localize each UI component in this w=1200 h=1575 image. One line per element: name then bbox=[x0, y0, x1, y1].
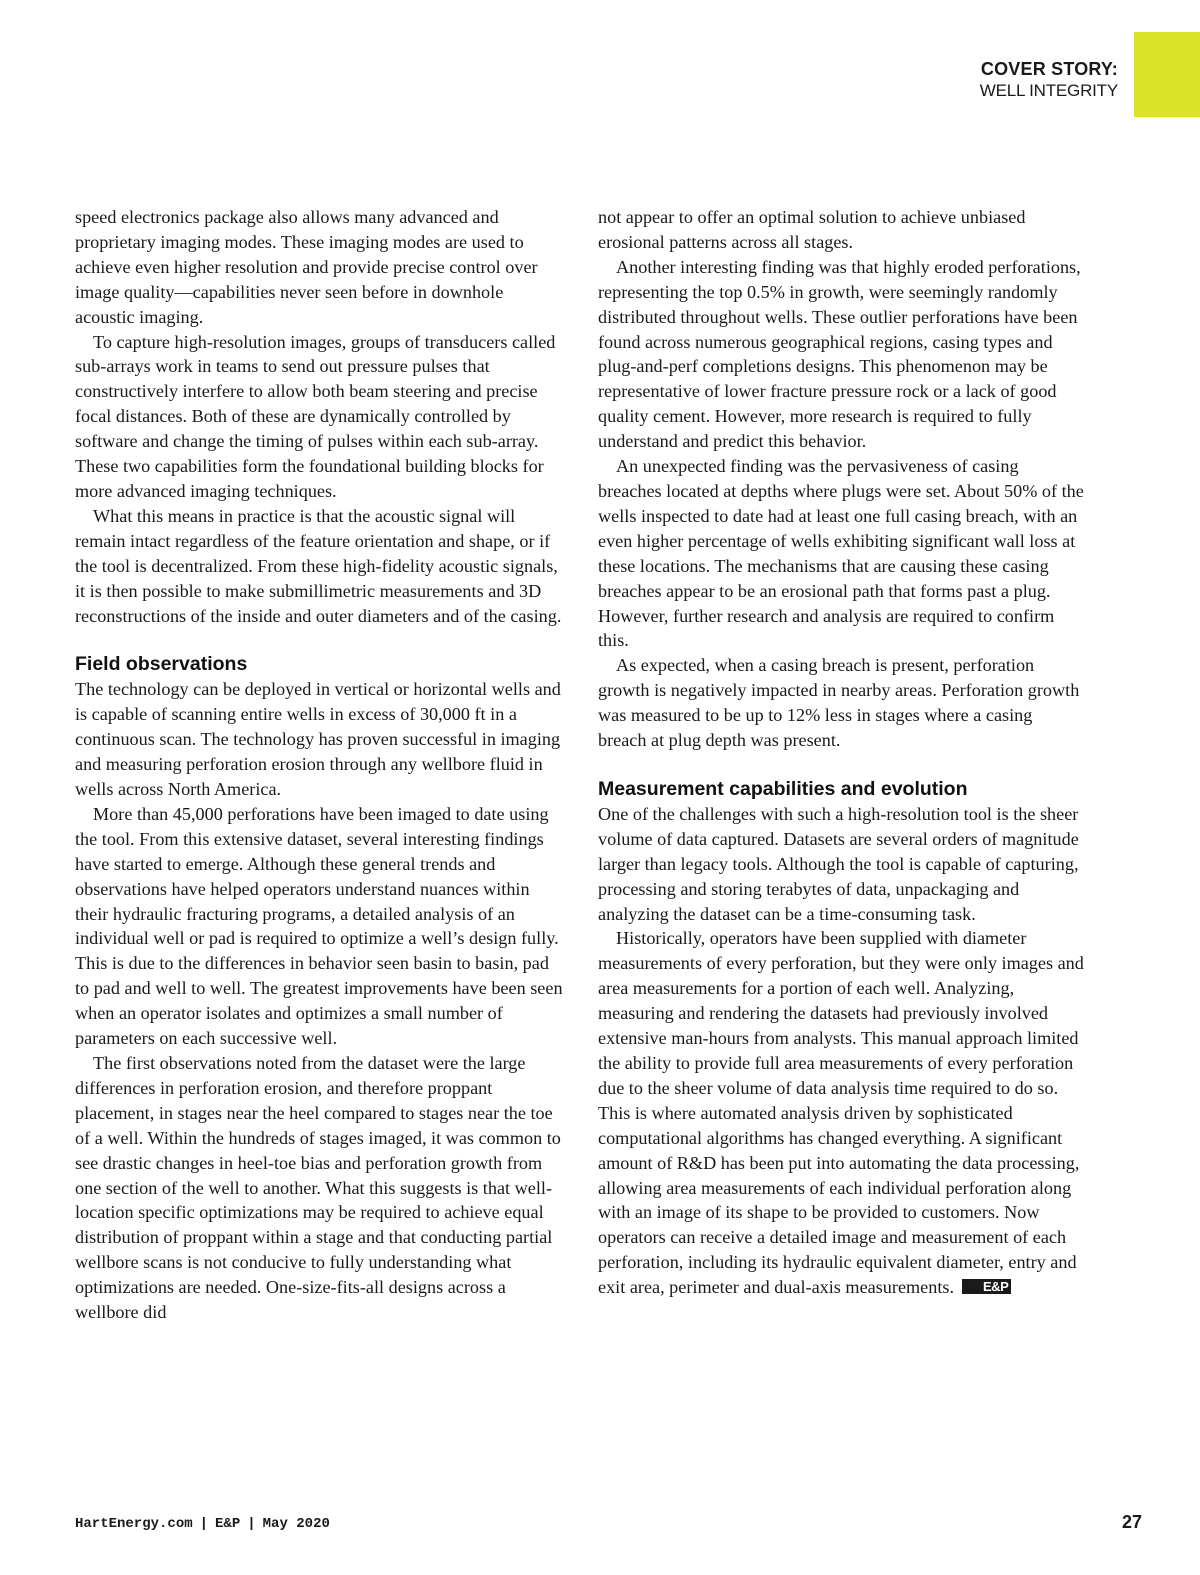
footer-site: HartEnergy.com bbox=[75, 1516, 193, 1532]
heading-field-observations: Field observations bbox=[75, 653, 248, 676]
paragraph: The first observations noted from the dataset were the large differences in perforation erosion, and therefore proppant placement, in stages near the heel compared to stages near the toe of a well. Within the hundreds of stages imaged, it was common to see drastic changes in heel-toe bias and perforation growth from one section of the well to another. What this suggests is that well-location specific optimizations may be required to achieve equal distribution of proppant within a stage and that conducting partial wellbore scans is not conducive to fully understanding what optimizations are needed. One-size-fits-all designs across a wellbore did bbox=[75, 1053, 561, 1323]
paragraph-last bbox=[598, 926, 1084, 1300]
section-topic: WELL INTEGRITY bbox=[979, 81, 1118, 100]
paragraph: An unexpected finding was the pervasiveness of casing breaches located at depths where plugs were set. About 50% of the wells inspected to date had at least one full casing breach, with an even higher percentage of wells exhibiting significant wall loss at these locations. The mechanisms that are causing these casing breaches appear to be an erosional path that forms past a plug. However, further research and analysis are required to confirm this. bbox=[598, 456, 1084, 651]
paragraph: To capture high-resolution images, groups of transducers called sub-arrays work in teams to send out pressure pulses that constructively interfere to allow both beam steering and precise focal distances. Both of these are dynamically controlled by software and change the timing of pulses within each sub-array. These two capabilities form the foundational building blocks for more advanced imaging techniques. bbox=[75, 331, 556, 501]
footer-separator: | bbox=[247, 1516, 256, 1532]
left-column bbox=[75, 205, 563, 1325]
heading-measurement-capabilities: Measurement capabilities and evolution bbox=[598, 777, 968, 800]
paragraph: As expected, when a casing breach is present, perforation growth is negatively impacted in nearby areas. Perforation growth was measured to be up to 12% less in stages where a casing breach at plug depth was present. bbox=[598, 655, 1080, 751]
paragraph-text: Historically, operators have been supplied with diameter measurements of every perforation, but they were only images and area measurements for a portion of each well. Analyzing, measuring and rendering the datasets had previously involved extensive man-hours from analysts. This manual approach limited the ability to provide full area measurements of every perforation due to the sheer volume of data analysis time required to do so. This is where automated analysis driven by sophisticated computational algorithms has changed everything. A significant amount of R&D has been put into automating the data processing, allowing area measurements of each individual perforation along with an image of its shape to be provided to customers. Now operators can receive a detailed image and measurement of each perforation, including its hydraulic equivalent diameter, entry and exit area, perimeter and dual-axis measurements. bbox=[598, 928, 1084, 1298]
paragraph: speed electronics package also allows many advanced and proprietary imaging modes. These imaging modes are used to achieve even higher resolution and provide precise control over image quality—capabilities never seen before in downhole acoustic imaging. bbox=[75, 207, 538, 327]
paragraph: not appear to offer an optimal solution to achieve unbiased erosional patterns across all stages. bbox=[598, 207, 1026, 252]
paragraph: One of the challenges with such a high-resolution tool is the sheer volume of data captured. Datasets are several orders of magnitude larger than legacy tools. Although the tool is capable of capturing, processing and storing terabytes of data, unpackaging and analyzing the dataset can be a time-consuming task. bbox=[598, 803, 1079, 924]
paragraph: Another interesting finding was that highly eroded perforations, representing the top 0.5% in growth, were seemingly randomly distributed throughout wells. These outlier perforations have been found across numerous geographical regions, casing types and plug-and-perf completions designs. This phenomenon may be representative of lower fracture pressure rock or a lack of good quality cement. However, more research is required to fully understand and predict this behavior. bbox=[598, 256, 1081, 452]
footer-separator: | bbox=[199, 1516, 209, 1532]
page-number: 27 bbox=[1121, 1512, 1142, 1532]
right-column bbox=[598, 205, 1084, 1300]
footer-issue: May 2020 bbox=[262, 1516, 330, 1532]
paragraph: More than 45,000 perforations have been imaged to date using the tool. From this extensive dataset, several interesting findings have started to emerge. Although these general trends and observations have helped operators understand nuances within their hydraulic fracturing programs, a detailed analysis of an individual well or pad is required to optimize a well’s design fully. This is due to the differences in behavior seen basin to basin, pad to pad and well to well. The greatest improvements have been seen when an operator isolates and optimizes a small number of parameters on each successive well. bbox=[75, 803, 563, 1049]
header-color-block bbox=[1134, 32, 1200, 117]
footer-magazine: E&P bbox=[215, 1516, 241, 1532]
paragraph: The technology can be deployed in vertical or horizontal wells and is capable of scanning entire wells in excess of 30,000 ft in a continuous scan. The technology has proven successful in imaging and measuring perforation erosion through any wellbore fluid in wells across North America. bbox=[75, 679, 561, 800]
section-header bbox=[980, 58, 1118, 102]
page-footer bbox=[75, 1516, 330, 1532]
end-mark-logo: E&P bbox=[962, 1279, 1011, 1294]
section-label: COVER STORY: bbox=[980, 59, 1118, 79]
paragraph: What this means in practice is that the acoustic signal will remain intact regardless of the feature orientation and shape, or if the tool is decentralized. From these high-fidelity acoustic signals, it is then possible to make submillimetric measurements and 3D reconstructions of the inside and outer diameters and of the casing. bbox=[75, 505, 562, 626]
